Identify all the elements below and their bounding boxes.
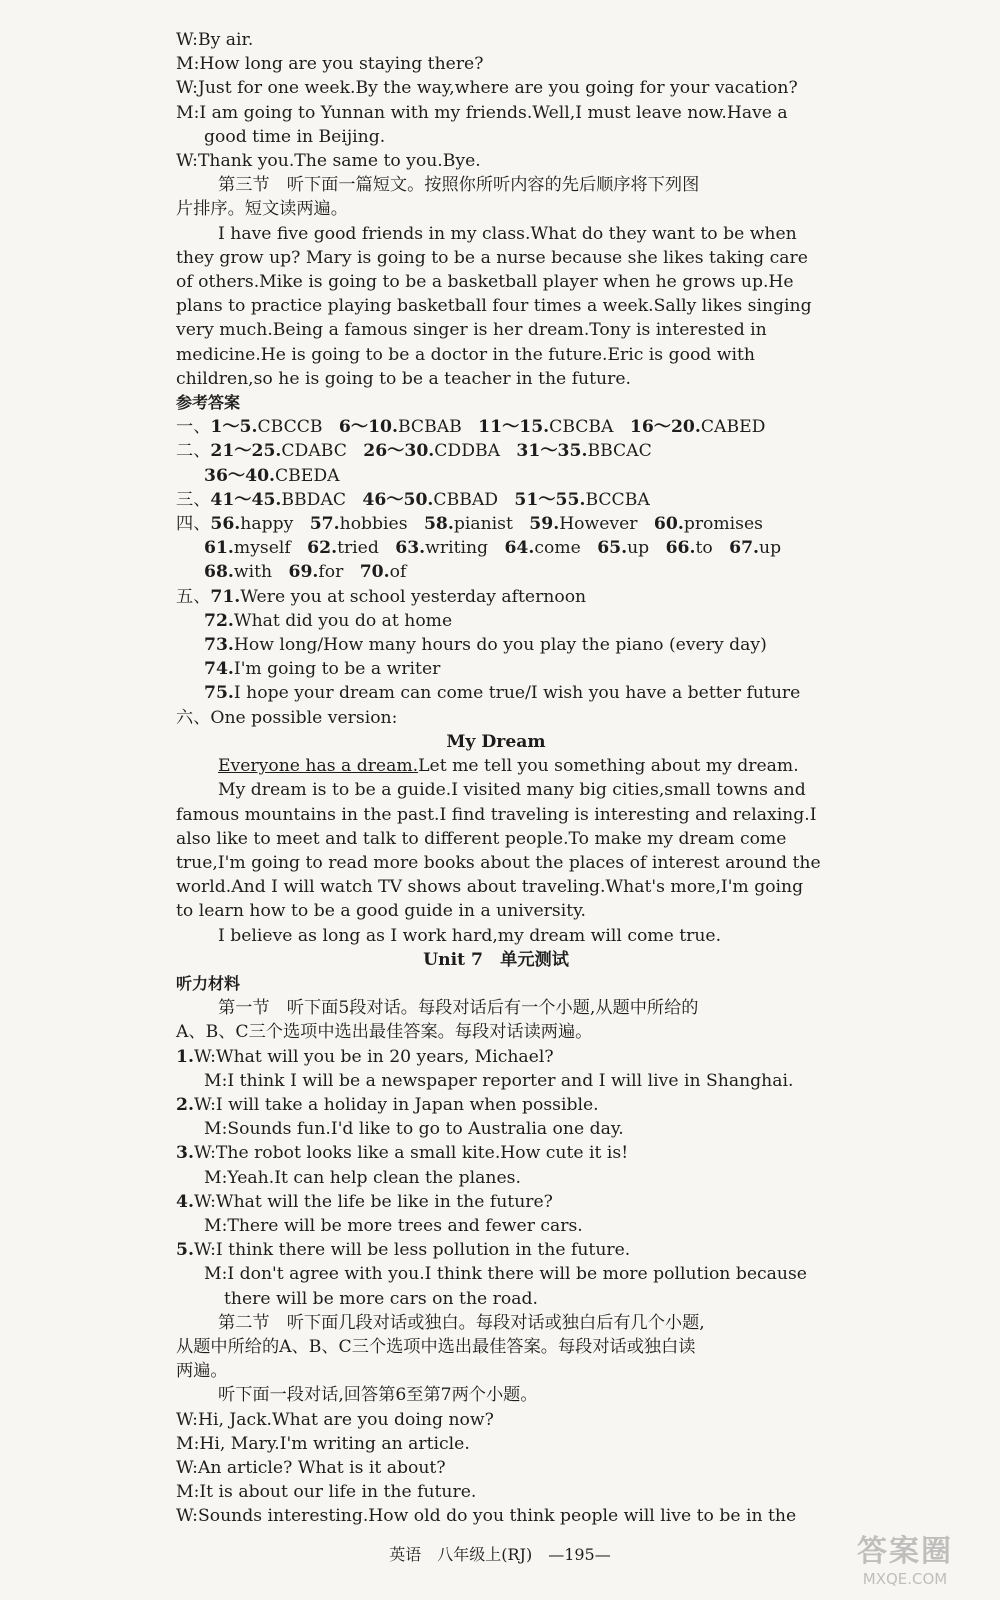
dialogue-line: 4.W:What will the life be like in the future? (176, 1191, 553, 1212)
watermark-logo-text: 答案圈 (857, 1534, 953, 1569)
dialogue-line: good time in Beijing. (204, 126, 386, 147)
dialogue-line: W:Sounds interesting.How old do you think people will live to be in the (176, 1506, 797, 1527)
dialogue-line: W:An article? What is it about? (176, 1457, 446, 1478)
listening-passage: I have five good friends in my class.What do they want to be when they grow up? Mary is going to be a nurse because she likes taking care of others.Mike is going to be a basketball player when he grows up.He plans to practice playing basketball four times a week.Sally likes singing very much.Being a famous singer is her dream.Tony is interested in medicine.He is going to be a doctor in the future.Eric is good with children,so he is going to be a teacher in the future. (176, 223, 812, 389)
answer-row: 一、1～5.CBCCB 6～10.BCBAB 11～15.CBCBA 16～20.CABED (176, 417, 766, 438)
answers-heading: 参考答案 (176, 393, 241, 413)
dialogue-line: W:Hi, Jack.What are you doing now? (176, 1409, 494, 1430)
document-page (176, 28, 821, 1529)
answer-row: 73.How long/How many hours do you play the piano (every day) (204, 635, 767, 656)
dialogue-line: M:There will be more trees and fewer cars. (204, 1215, 583, 1236)
watermark-url: MXQE.COM (862, 1570, 948, 1588)
answer-row: 36～40.CBEDA (204, 465, 340, 486)
essay-title: My Dream (446, 731, 546, 752)
dialogue-line: W:Thank you.The same to you.Bye. (176, 151, 481, 172)
dialogue-line: 2.W:I will take a holiday in Japan when possible. (176, 1094, 599, 1115)
section2-instruction: 第二节 听下面几段对话或独白。每段对话或独白后有几个小题, 从题中所给的A、B、C三个选项中选出最佳答案。每段对话或独白读 两遍。 (176, 1312, 705, 1382)
question-instruction: 听下面一段对话,回答第6至第7两个小题。 (218, 1385, 538, 1406)
page-footer: 英语 八年级上(RJ) —195— (389, 1545, 611, 1564)
dialogues (176, 1045, 816, 1311)
answer-row: 75.I hope your dream can come true/I wish you have a better future (204, 683, 801, 704)
section6-label: 六、One possible version: (176, 707, 398, 728)
dialogue-line: M:How long are you staying there? (176, 54, 484, 75)
answer-row: 72.What did you do at home (204, 610, 453, 631)
answer-row: 三、41～45.BBDAC 46～50.CBBAD 51～55.BCCBA (176, 489, 650, 510)
dialogue-line: 5.W:I think there will be less pollution in the future. (176, 1240, 631, 1261)
dialogue-line: M:I think I will be a newspaper reporter and I will live in Shanghai. (204, 1070, 794, 1091)
dialogue-line: there will be more cars on the road. (224, 1288, 538, 1309)
dialogue-line: M:I don't agree with you.I think there will be more pollution because (204, 1264, 807, 1285)
section3-instruction: 第三节 听下面一篇短文。按照你所听内容的先后顺序将下列图 片排序。短文读两遍。 (176, 175, 700, 220)
answer-key (176, 415, 816, 730)
dialogue-line: W:By air. (176, 30, 254, 50)
section1-instruction: 第一节 听下面5段对话。每段对话后有一个小题,从题中所给的 A、B、C三个选项中选出最佳答案。每段对话读两遍。 (176, 998, 699, 1043)
answer-row: 74.I'm going to be a writer (204, 659, 441, 680)
unit-title: Unit 7 单元测试 (423, 949, 569, 970)
dialogue-block-1 (176, 28, 816, 173)
dialogue-line: M:Yeah.It can help clean the planes. (204, 1167, 521, 1188)
dialogue-line: M:I am going to Yunnan with my friends.Well,I must leave now.Have a (176, 102, 788, 123)
dialogue-line: 1.W:What will you be in 20 years, Michael? (176, 1046, 554, 1067)
dialogue-line: M:It is about our life in the future. (176, 1482, 477, 1503)
answer-row: 68.with 69.for 70.of (204, 562, 407, 583)
essay-para: Everyone has a dream.Let me tell you something about my dream. (218, 756, 799, 777)
dialogue-line: M:Hi, Mary.I'm writing an article. (176, 1433, 470, 1454)
answer-row: 四、56.happy 57.hobbies 58.pianist 59.However 60.promises (176, 514, 763, 535)
dialogue-line: M:Sounds fun.I'd like to go to Australia one day. (204, 1119, 624, 1140)
watermark-logo (820, 1534, 990, 1594)
dialogue-line: W:Just for one week.By the way,where are you going for your vacation? (176, 78, 798, 99)
dialogue-line: 3.W:The robot looks like a small kite.How cute it is! (176, 1143, 629, 1164)
answer-row: 五、71.Were you at school yesterday afternoon (176, 586, 587, 607)
essay: My Dream Everyone has a dream.Let me tell you something about my dream. My dream is to be a guide.I visited many big cities,small towns and famous mountains in the past.I find traveling is interesting and relaxing.I also like to meet and talk to different people.To make my dream come true,I'm going to read more books about the places of interest around the world.And I will watch TV shows about traveling.What's more,I'm going to learn how to be a good guide in a university. I believe as long as I work hard,my dream will come true. (176, 731, 821, 946)
dialogue-block-final (176, 1408, 816, 1529)
answer-row: 二、21～25.CDABC 26～30.CDDBA 31～35.BBCAC (176, 441, 652, 462)
listening-heading: 听力材料 (176, 973, 241, 993)
answer-row: 61.myself 62.tried 63.writing 64.come 65.up 66.to 67.up (204, 538, 782, 559)
